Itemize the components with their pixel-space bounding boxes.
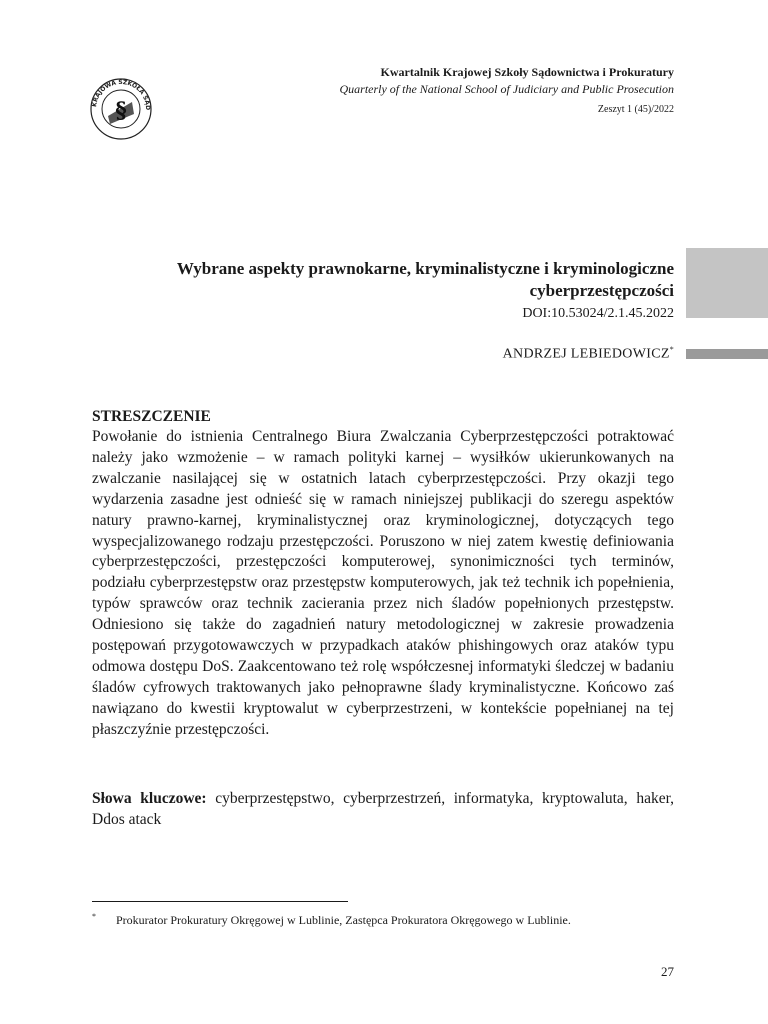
footnote (92, 912, 674, 928)
keywords-section (92, 788, 674, 830)
author-tab-marker (686, 349, 768, 359)
page-number: 27 (661, 964, 674, 979)
abstract-section (92, 406, 674, 741)
article-author (503, 345, 674, 363)
svg-text:§: § (115, 98, 127, 124)
keywords-label: Słowa kluczowe: (92, 790, 207, 807)
article-title: Wybrane aspekty prawnokarne, kryminalistyczne i kryminologiczne cyberprzestępczości (176, 259, 674, 300)
abstract-heading: STRESZCZENIE (92, 408, 211, 425)
journal-header (339, 64, 674, 120)
issue-number: Zeszyt 1 (45)/2022 (597, 104, 674, 115)
journal-title-en: Quarterly of the National School of Judiciary and Public Prosecution (339, 82, 674, 96)
school-seal-icon (88, 76, 154, 142)
footnote-divider (92, 901, 348, 902)
author-name: ANDRZEJ LEBIEDOWICZ (502, 346, 670, 362)
footnote-mark: * (92, 912, 96, 921)
author-footnote-mark: * (669, 345, 674, 354)
chapter-tab-marker (686, 248, 768, 318)
article-doi: DOI:10.53024/2.1.45.2022 (522, 306, 674, 321)
journal-title-pl: Kwartalnik Krajowej Szkoły Sądownictwa i Prokuratury (380, 65, 674, 79)
footnote-text: Prokurator Prokuratury Okręgowej w Lublinie, Zastępca Prokuratora Okręgowego w Lublinie. (116, 913, 571, 927)
abstract-text: Powołanie do istnienia Centralnego Biura Zwalczania Cyberprzestępczości potraktować należy jako wzmożenie – w ramach polityki karnej – wysiłków ukierunkowanych na zwalczanie nasilającej się w ostatnich latach cyberprzestępczości. Przy okazji tego wydarzenia zasadne jest odnieść się w ramach niniejszej publikacji do szeregu aspektów natury prawno-karnej, kryminalistycznej oraz kryminologicznej, dotyczących tego wyspecjalizowanego rodzaju przestępczości. Poruszono w niej zatem kwestię definiowania cyberprzestępczości, przestępczości komputerowej, synonimiczności tych terminów, podziału cyberprzestępstw oraz przestępstw komputerowych, jak też technik ich popełnienia, typów sprawców oraz technik zacierania przez nich śladów popełnionych przestępstw. Odniesiono się także do zagadnień natury metodologicznej w zakresie prowadzenia postępowań przygotowawczych w przypadkach ataków phishingowych oraz ataków typu odmowa dostępu DoS. Zaakcentowano też rolę współczesnej informatyki śledczej w badaniu śladów cyfrowych traktowanych jako pełnoprawne ślady kryminalistyczne. Końcowo zaś nawiązano do kwestii kryptowalut w cyberprzestrzeni, w kontekście popełnianej na tej płaszczyźnie przestępczości. (92, 428, 674, 738)
article-title-block (74, 258, 674, 324)
keywords-text: cyberprzestępstwo, cyberprzestrzeń, informatyka, kryptowaluta, haker, Ddos atack (92, 790, 675, 828)
svg-text:KRAJOWA SZKOŁA SĄDOWNICTWA: KRAJOWA SZKOŁA SĄD (91, 78, 152, 111)
